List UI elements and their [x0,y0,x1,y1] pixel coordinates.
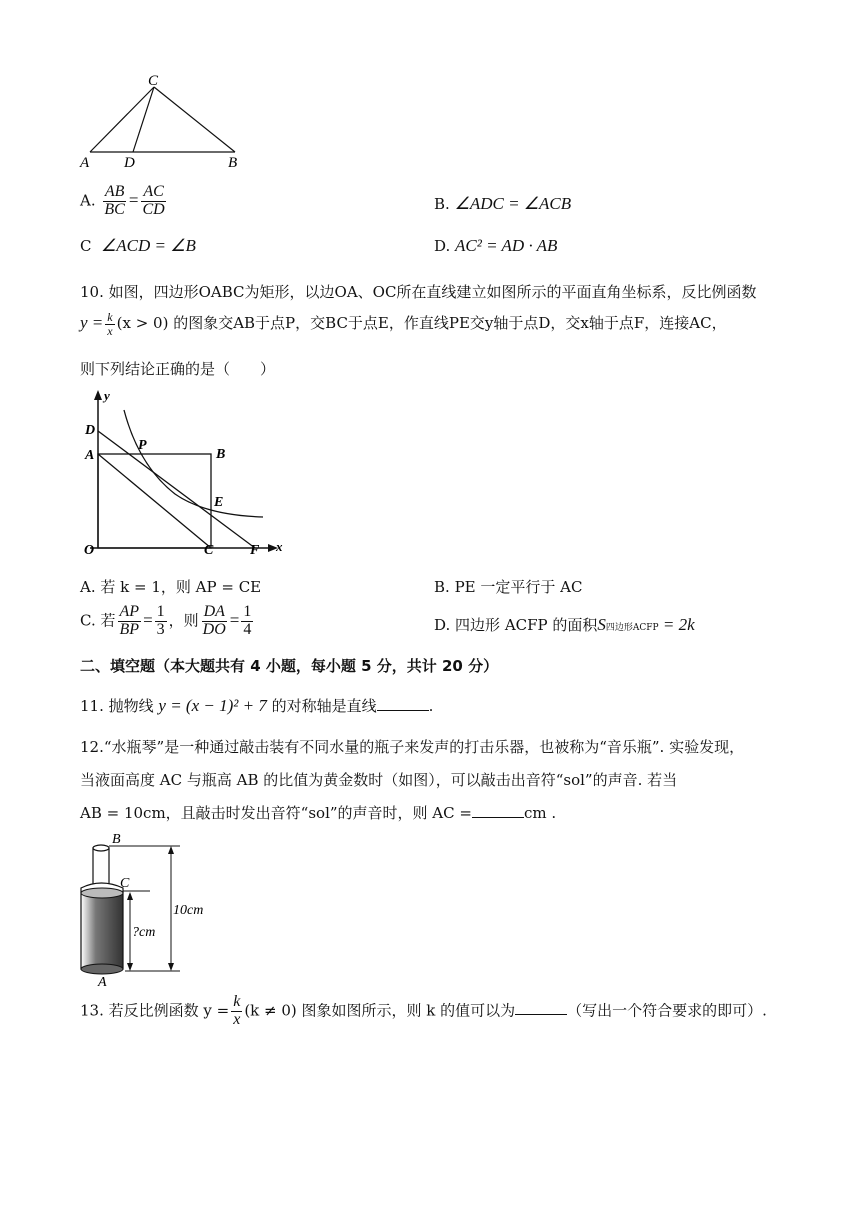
q9-option-b: B. ∠ADC = ∠ACB [434,194,572,213]
label-F: F [250,543,260,558]
label-P: P [138,438,147,453]
label-A: A [85,448,95,463]
q13: 13. 若反比例函数 y = $\frac{k}{x}$ (k ≠ 0) 图象如图所示，则 k 的值可以为 （写出一个符合要求的即可）. [80,993,767,1028]
label-ac: ?cm [132,925,156,940]
q12-line2: 当液面高度 AC 与瓶高 AB 的比值为黄金数时（如图），可以敲击出音符“sol”的声音. 若当 [80,771,678,789]
section-heading: 二、填空题（本大题共有 4 小题，每小题 5 分，共计 20 分） [80,657,499,675]
label-B: B [112,832,121,847]
label-D: D [85,423,96,438]
q10-line3: 则下列结论正确的是（ ） [80,360,276,378]
q9-option-d: D. AC² = AD · AB [434,236,558,255]
label-B: B [228,155,238,171]
answer-blank[interactable] [377,696,429,711]
answer-blank[interactable] [515,1000,567,1015]
q10-option-b: B. PE 一定平行于 AC [434,578,583,596]
axis-y: y [104,388,110,403]
label-E: E [214,495,224,510]
q9-option-a: A. $\frac{AB}{BC}$ = $\frac{AC}{CD}$ [80,183,165,218]
label-C: C [148,73,159,89]
q10-option-a: A. 若 k = 1，则 AP = CE [80,578,262,596]
label-C: C [204,543,214,558]
answer-blank[interactable] [472,803,524,818]
label-D: D [124,155,135,171]
label-A: A [80,155,90,171]
triangle-figure [78,72,258,172]
label-ab: 10cm [173,903,204,918]
label-C: C [120,876,130,891]
q10-option-d: D. 四边形 ACFP 的面积S四边形ACFP = 2k [434,615,695,634]
q10-option-c: C. 若 $\frac{AP}{BP}$ = $\frac{1}{3}$ ，则 $\frac{DA}{DO}$ = $\frac{1}{4}$ [80,603,252,638]
q10-line2: y = $\frac{k}{x}$ (x > 0) 的图象交AB于点P，交BC于点E，作直线PE交y轴于点D，交x轴于点F，连接AC， [80,310,727,338]
q12-line3: AB = 10cm，且敲击时发出音符“sol”的声音时，则 AC = cm . [80,804,557,822]
q9-option-c: C ∠ACD = ∠B [80,236,196,255]
axis-x: x [276,539,283,554]
q11: 11. 抛物线 y = (x − 1)² + 7 的对称轴是直线 . [80,696,434,715]
label-A: A [98,975,107,990]
label-B: B [216,447,226,462]
q10-line1: 10. 如图，四边形OABC为矩形，以边OA、OC所在直线建立如图所示的平面直角坐标系，反比例函数 [80,283,757,301]
bottle-figure [70,830,230,990]
coordinate-figure [80,386,290,566]
q12-line1: 12.“水瓶琴”是一种通过敲击装有不同水量的瓶子来发声的打击乐器，也被称为“音乐瓶”. 实验发现， [80,738,745,756]
label-O: O [84,543,95,558]
